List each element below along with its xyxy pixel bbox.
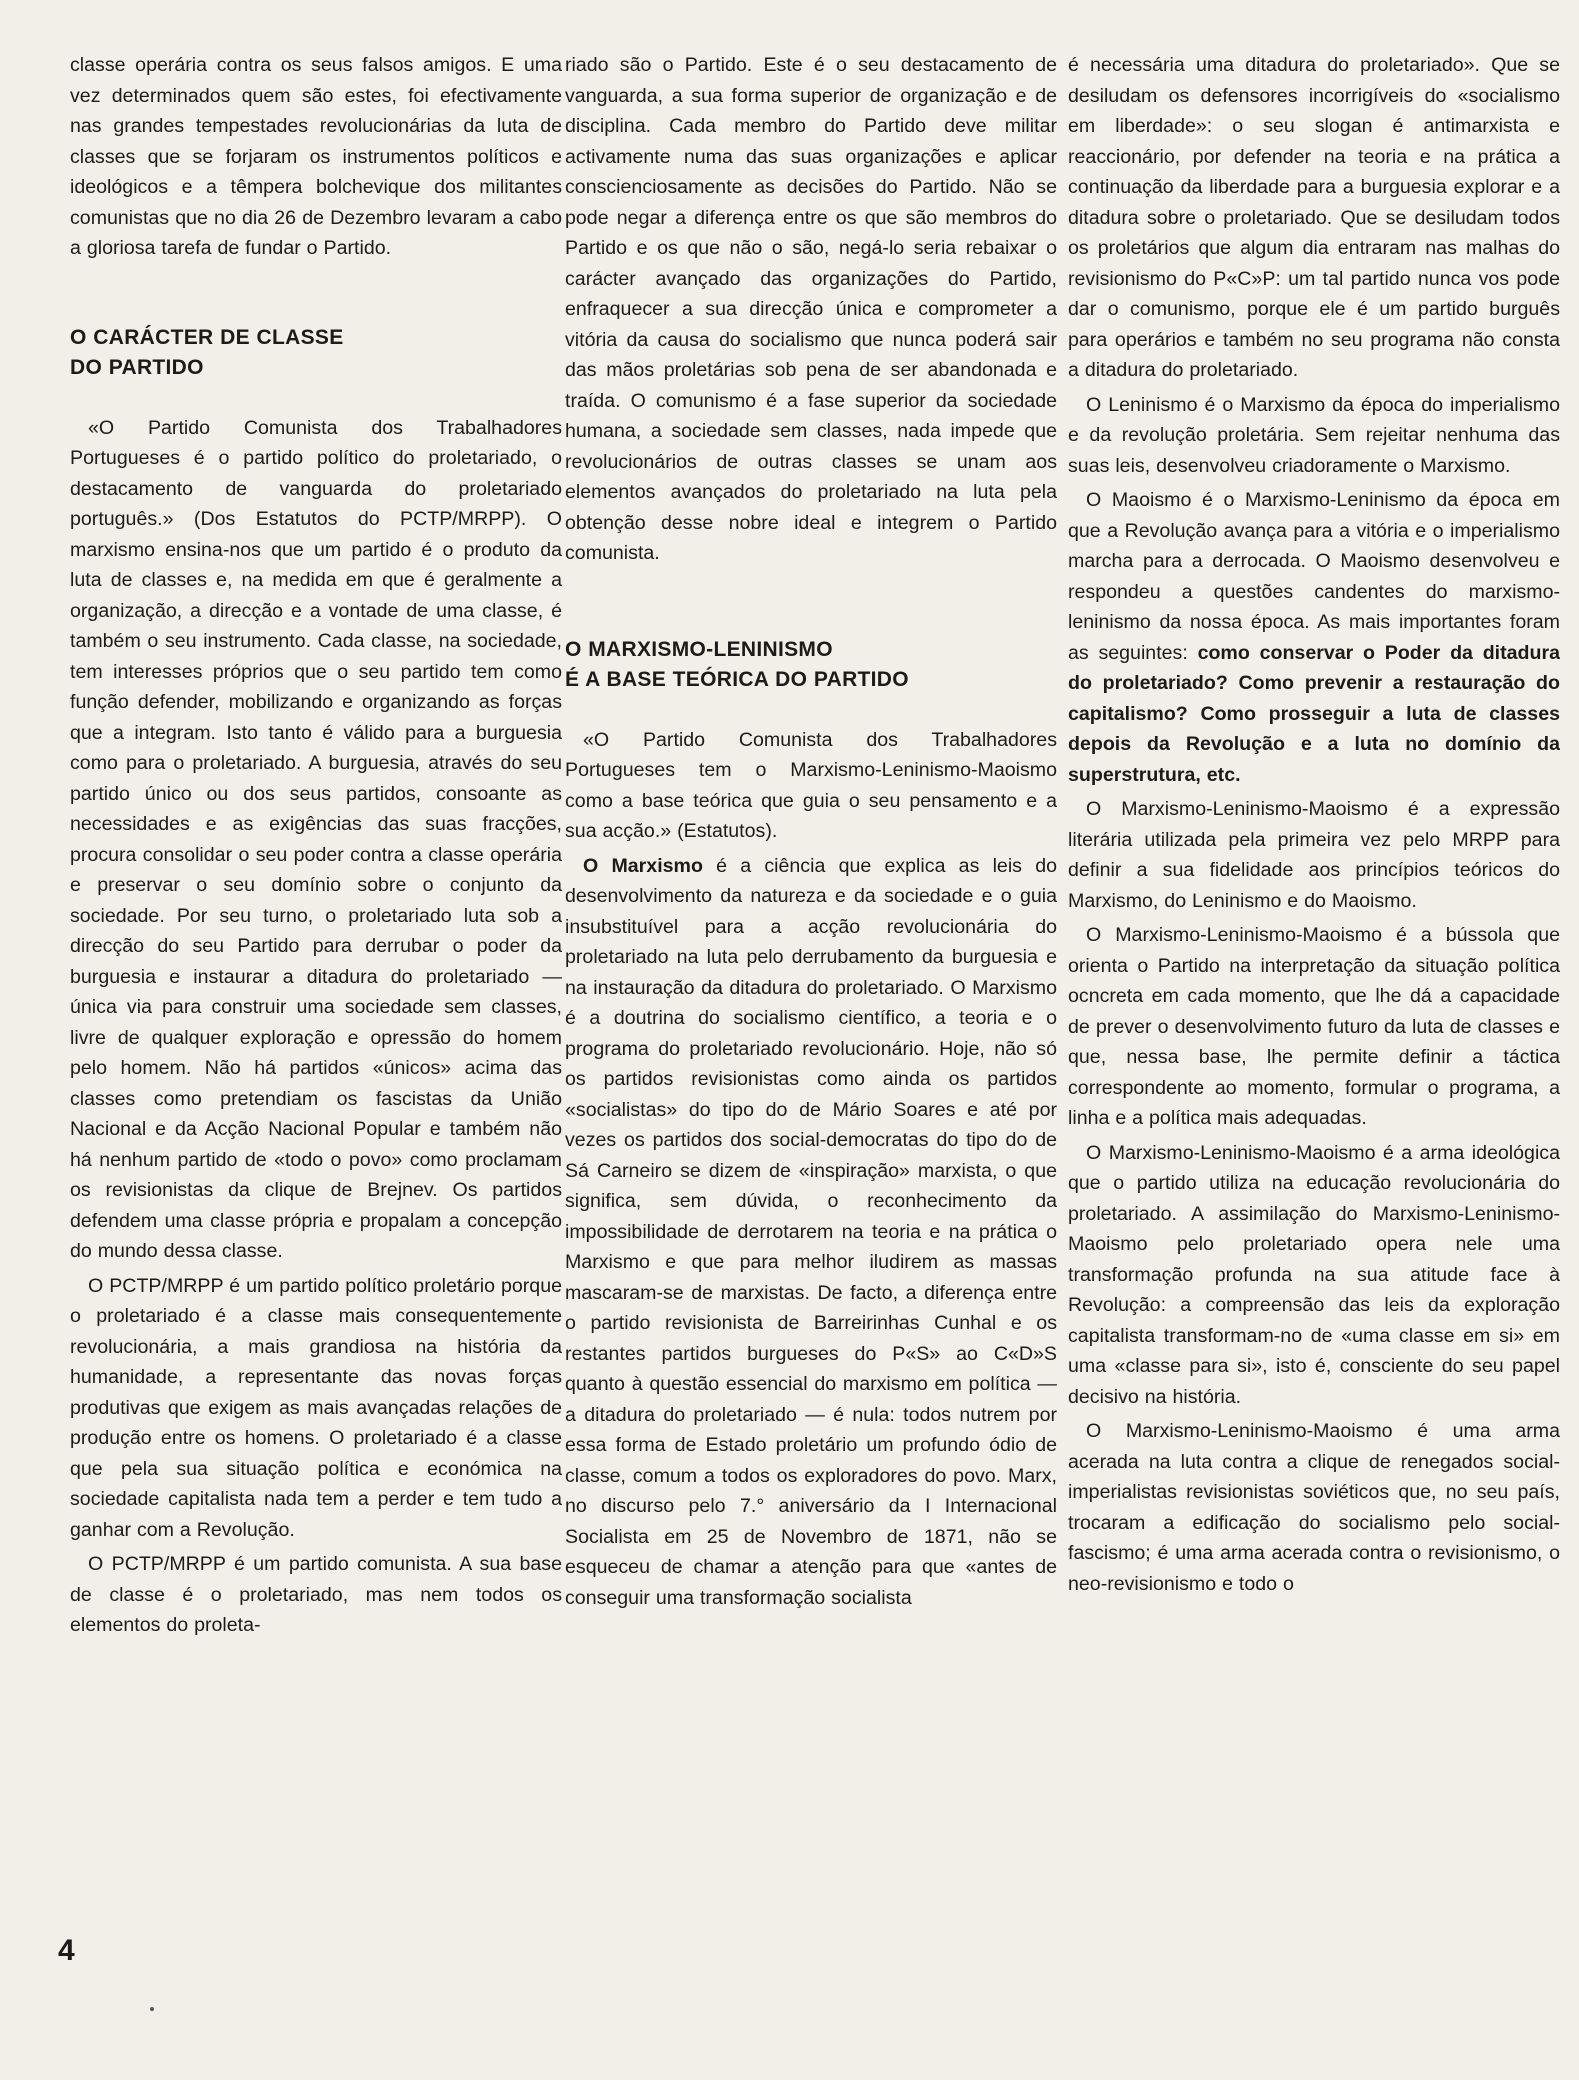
section-heading-marxism-leninism: O MARXISMO-LENINISMO É A BASE TEÓRICA DO PARTIDO [565, 637, 909, 691]
text-column-2 [565, 50, 1057, 1980]
paragraph: riado são o Partido. Este é o seu destacamento de vanguarda, a sua forma superior de organização e de disciplina. Cada membro do Partido deve militar activamente numa das suas organizações e aplicar conscienciosamente as decisões do Partido. Não se pode negar a diferença entre os que são membros do Partido e os que não o são, negá-lo seria rebaixar o carácter avançado das organizações do Partido, enfraquecer a sua direcção única e comprometer a vitória da causa do socialismo que nunca poderá sair das mãos proletárias sob pena de ser abandonada e traída. O comunismo é a fase superior da sociedade humana, a sociedade sem classes, nada impede que revolucionários de outras classes se unam aos elementos avançados do proletariado na luta pela obtenção desse nobre ideal e integrem o Partido comunista. [565, 54, 1057, 564]
paragraph: O Marxismo é a ciência que explica as leis do desenvolvimento da natureza e da sociedade e o guia insubstituível para a acção revolucionária do proletariado na luta pelo derrubamento da burguesia e na instauração da ditadura do proletariado. O Marxismo é a doutrina do socialismo científico, a teoria e o programa do proletariado revolucionário. Hoje, não só os partidos revisionistas como ainda os partidos «socialistas» do tipo do de Mário Soares e até por vezes os partidos dos social-democratas do tipo do de Sá Carneiro se dizem de «inspiração» marxista, o que significa, sem dúvida, o reconhecimento da impossibilidade de derrotarem na teoria e na prática o Marxismo e que para melhor iludirem as massas mascaram-se de marxistas. De facto, a diferença entre o partido revisionista de Barreirinhas Cunhal e os restantes partidos burgueses do P«S» ao C«D»S quanto à questão essencial do marxismo em política — a ditadura do proletariado — é nula: todos nutrem por essa forma de Estado proletário um profundo ódio de classe, comum a todos os exploradores do povo. Marx, no discurso pelo 7.° aniversário da I Internacional Socialista em 25 de Novembro de 1871, não se esqueceu de chamar a atenção para que «antes de conseguir uma transformação socialista [565, 854, 1057, 1609]
paragraph: O Maoismo é o Marxismo-Leninismo da época em que a Revolução avança para a vitória e o imperialismo marcha para a derrocada. O Maoismo desenvolveu e respondeu a questões candentes do marxismo-leninismo da nossa época. As mais importantes foram as seguintes: como conservar o Poder da ditadura do proletariado? Como prevenir a restauração do capitalismo? Como prosseguir a luta de classes depois da Revolução e a luta no domínio da superstrutura, etc. [1068, 489, 1560, 786]
paragraph: O Marxismo-Leninismo-Maoismo é a arma ideológica que o partido utiliza na educação revolucionária do proletariado. A assimilação do Marxismo-Leninismo-Maoismo pelo proletariado opera nele uma transformação profunda na sua atitude face à Revolução: a compreensão das leis da exploração capitalista transformam-no de «uma classe em si» em uma «classe para si», isto é, consciente do seu papel decisivo na história. [1068, 1141, 1560, 1408]
paragraph: classe operária contra os seus falsos amigos. E uma vez determinados quem são estes, foi efectivamente nas grandes tempestades revolucionárias da luta de classes que se forjaram os instrumentos políticos e ideológicos e a têmpera bolchevique dos militantes comunistas que no dia 26 de Dezembro levaram a cabo a gloriosa tarefa de fundar o Partido. [70, 54, 562, 259]
page-number: 4 [58, 1934, 75, 1967]
paragraph: O PCTP/MRPP é um partido político proletário porque o proletariado é a classe mais consequentemente revolucionária, a mais grandiosa na história da humanidade, a representante das novas forças produtivas que exigem as mais avançadas relações de produção entre os homens. O proletariado é a classe que pela sua situação política e económica na sociedade capitalista nada tem a perder e tem tudo a ganhar com a Revolução. [70, 1274, 562, 1541]
paragraph: O Marxismo-Leninismo-Maoismo é a expressão literária utilizada pela primeira vez pelo MRPP para definir a sua fidelidade aos princípios teóricos do Marxismo, do Leninismo e do Maoismo. [1068, 798, 1560, 912]
paragraph: O PCTP/MRPP é um partido comunista. A sua base de classe é o proletariado, mas nem todos os elementos do proleta- [70, 1553, 562, 1636]
section-heading-class-character: O CARÁCTER DE CLASSE DO PARTIDO [70, 325, 344, 379]
paragraph: O Marxismo-Leninismo-Maoismo é a bússola que orienta o Partido na interpretação da situação política ocncreta em cada momento, que lhe dá a capacidade de prever o desenvolvimento futuro da luta de classes e que, nessa base, lhe permite definir a táctica correspondente ao momento, formular o programa, a linha e a política mais adequadas. [1068, 924, 1560, 1129]
print-speck [150, 2007, 154, 2011]
paragraph: «O Partido Comunista dos Trabalhadores Portugueses é o partido político do proletariado, o destacamento de vanguarda do proletariado português.» (Dos Estatutos do PCTP/MRPP). O marxismo ensina-nos que um partido é o produto da luta de classes e, na medida em que é geralmente a organização, a direcção e a vontade de uma classe, é também o seu instrumento. Cada classe, na sociedade, tem interesses próprios que o seu partido tem como função defender, mobilizando e organizando as forças que a integram. Isto tanto é válido para a burguesia como para o proletariado. A burguesia, através do seu partido único ou dos seus partidos, consoante as necessidades e as exigências das suas fracções, procura consolidar o seu poder contra a classe operária e preservar o seu domínio sobre o conjunto da sociedade. Por seu turno, o proletariado luta sob a direcção do seu Partido para derrubar o poder da burguesia e instaurar a ditadura do proletariado — única via para construir uma sociedade sem classes, livre de qualquer exploração e opressão do homem pelo homem. Não há partidos «únicos» acima das classes como pretendiam os fascistas da União Nacional e da Acção Nacional Popular e também não há nenhum partido de «todo o povo» como proclamam os revisionistas da clique de Brejnev. Os partidos defendem uma classe própria e propalam a concepção do mundo dessa classe. [70, 416, 562, 1262]
bold-lead: O Marxismo [583, 854, 703, 877]
text-column-1 [70, 50, 562, 1980]
text-column-3 [1068, 50, 1560, 1980]
paragraph: é necessária uma ditadura do proletariado». Que se desiludam os defensores incorrigíveis do «socialismo em liberdade»: o seu slogan é antimarxista e reaccionário, por defender na teoria e na prática a continuação da liberdade para a burguesia explorar e a ditadura sobre o proletariado. Que se desiludam todos os proletários que algum dia entraram nas malhas do revisionismo do P«C»P: um tal partido nunca vos pode dar o comunismo, porque ele é um partido burguês para operários e também no seu programa não consta a ditadura do proletariado. [1068, 54, 1560, 381]
paragraph: O Leninismo é o Marxismo da época do imperialismo e da revolução proletária. Sem rejeitar nenhuma das suas leis, desenvolveu criadoramente o Marxismo. [1068, 393, 1560, 477]
paragraph: «O Partido Comunista dos Trabalhadores Portugueses tem o Marxismo-Leninismo-Maoismo como a base teórica que guia o seu pensamento e a sua acção.» (Estatutos). [565, 728, 1057, 842]
paragraph: O Marxismo-Leninismo-Maoismo é uma arma acerada na luta contra a clique de renegados social-imperialistas revisionistas soviéticos que, no seu país, trocaram a edificação do socialismo pelo social-fascismo; é uma arma acerada contra o revisionismo, o neo-revisionismo e todo o [1068, 1420, 1560, 1595]
bold-questions: como conservar o Poder da ditadura do proletariado? Como prevenir a restauração do capitalismo? Como prosseguir a luta de classes depois da Revolução e a luta no domínio da superstrutura, etc. [1068, 641, 1560, 786]
